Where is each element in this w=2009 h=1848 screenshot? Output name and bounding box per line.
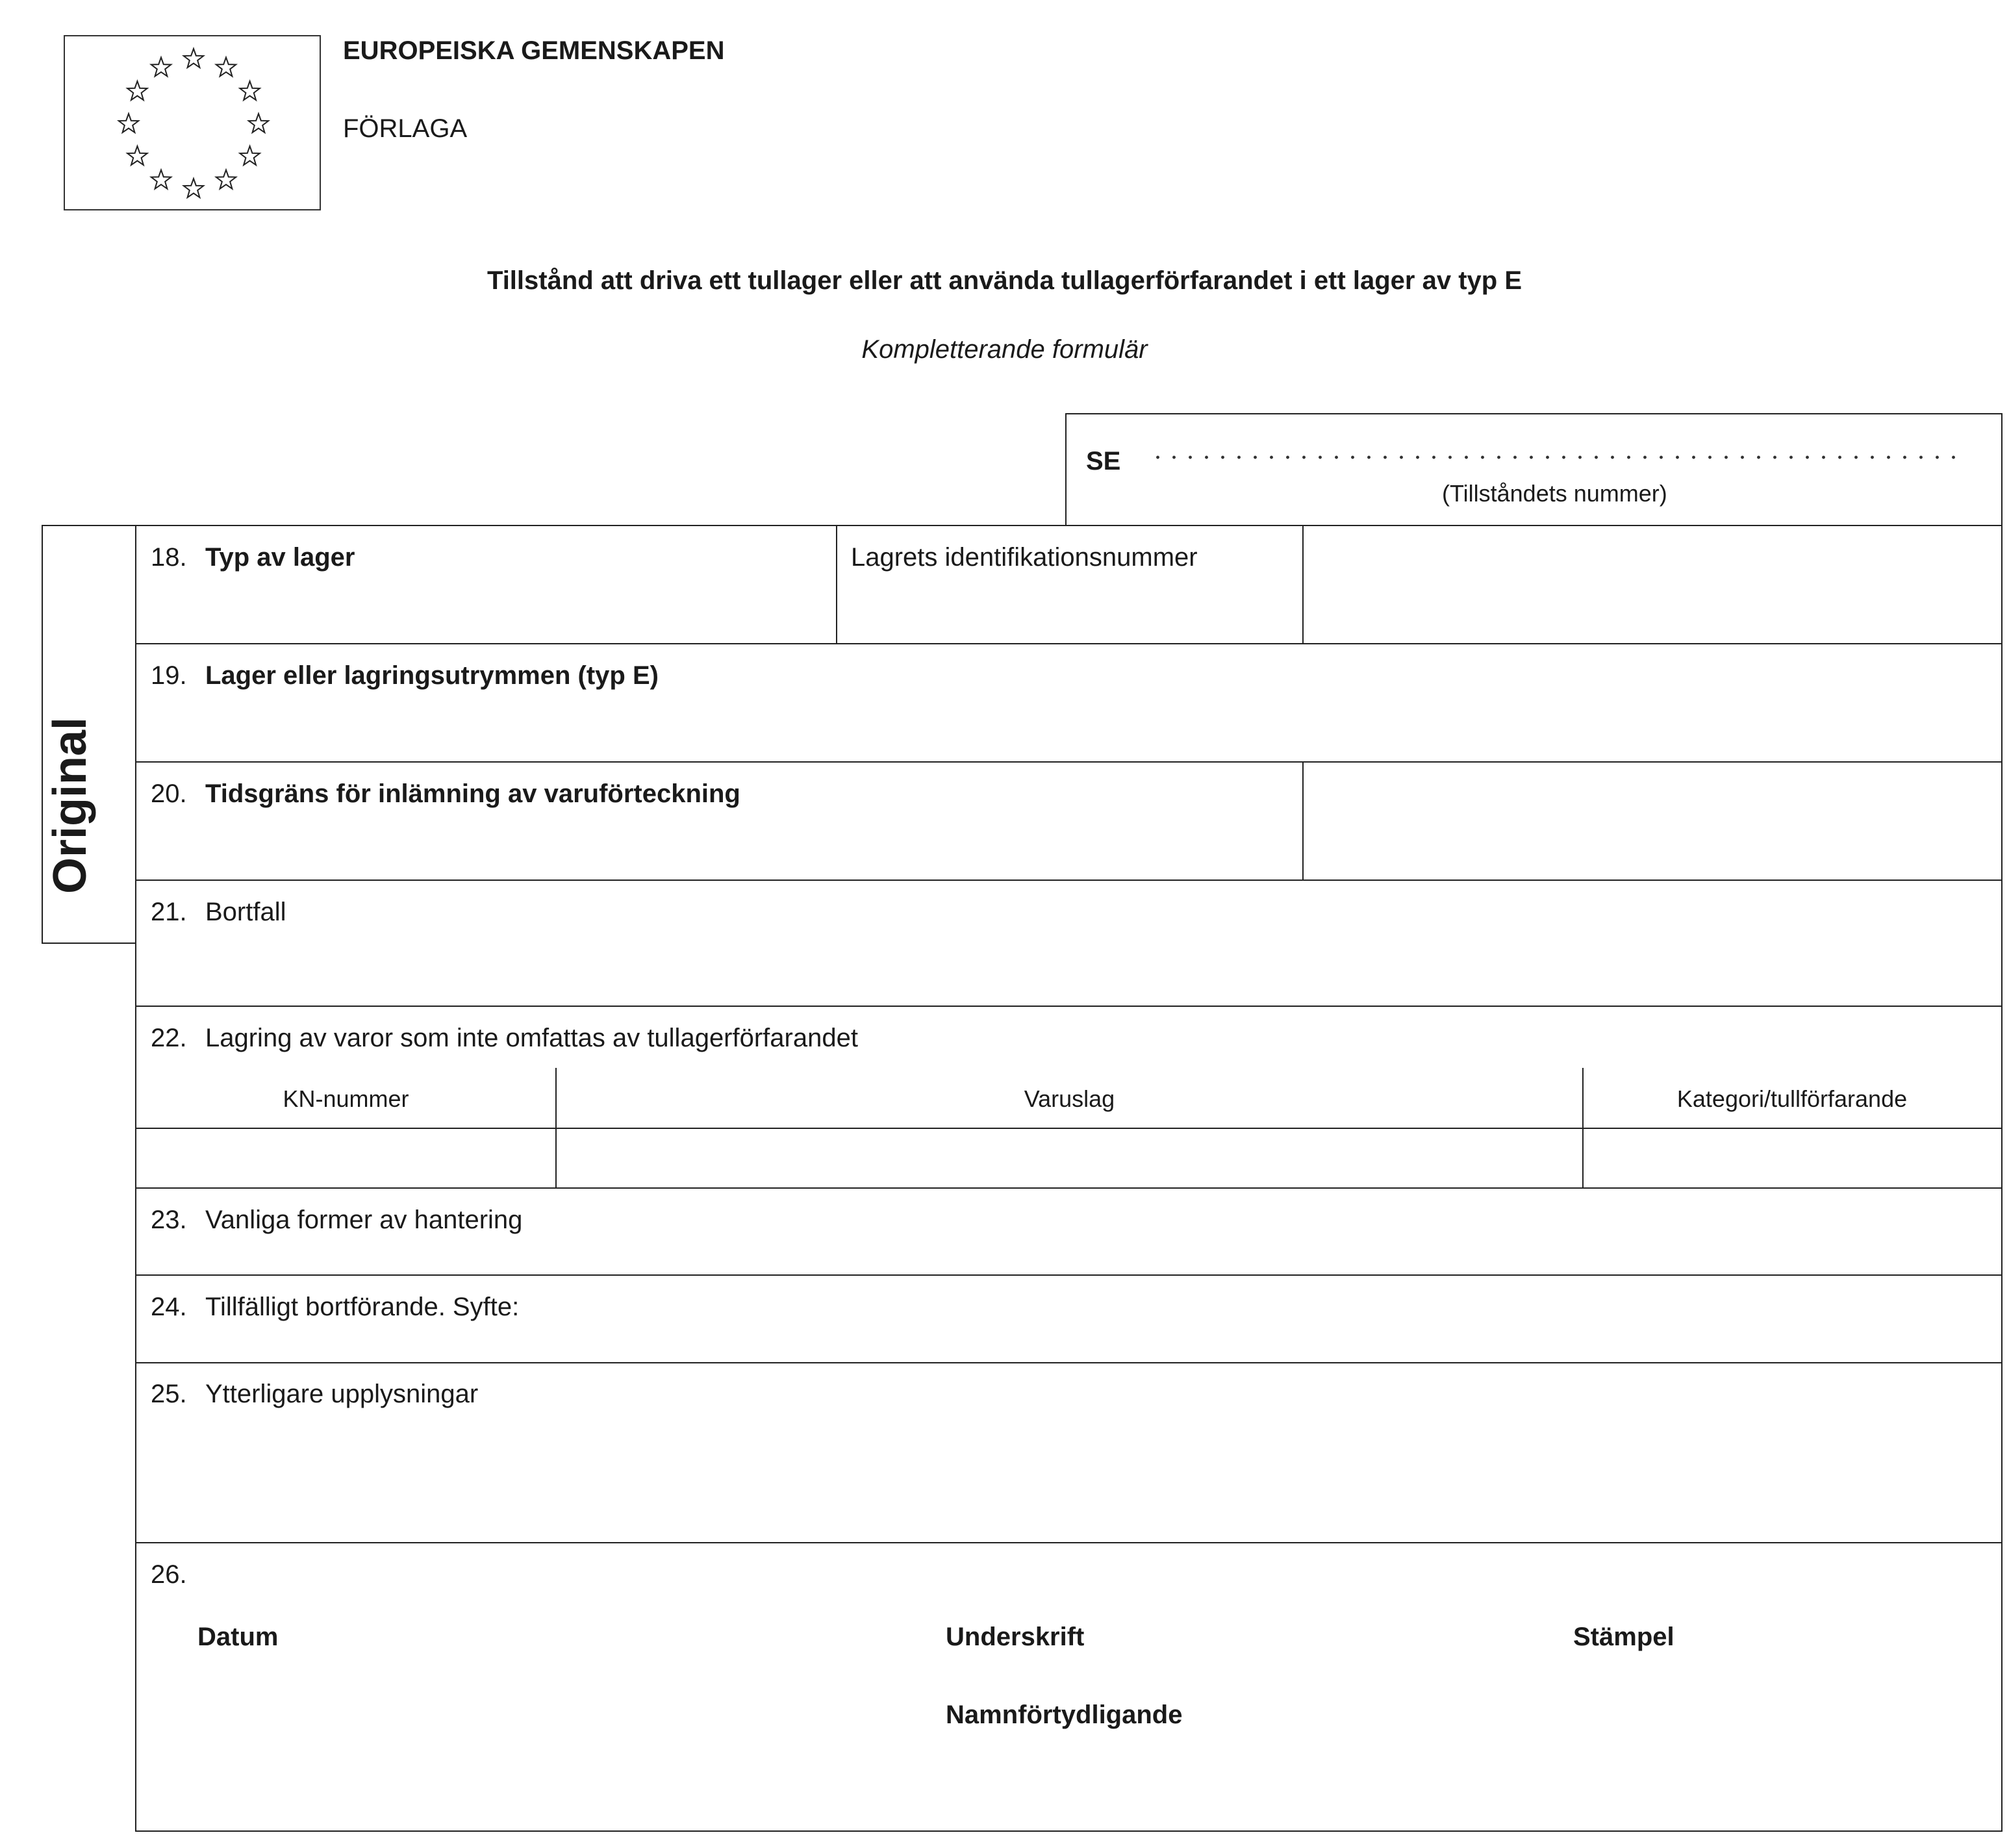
col-divider	[836, 525, 837, 643]
col-divider	[1302, 525, 1304, 643]
star-icon	[119, 114, 138, 133]
star-icon	[127, 81, 147, 100]
goods-type-input[interactable]	[557, 1129, 1581, 1186]
kn-number-input[interactable]	[136, 1129, 555, 1186]
field-22-label: 22. Lagring av varor som inte omfattas av tullagerförfarandet	[151, 1024, 858, 1052]
category-input[interactable]	[1584, 1129, 2000, 1186]
date-label: Datum	[197, 1623, 279, 1651]
col-divider	[1582, 1068, 1584, 1187]
stamp-label: Stämpel	[1573, 1623, 1674, 1651]
col-divider	[1302, 761, 1304, 880]
row-divider	[135, 1362, 2003, 1363]
permit-prefix: SE	[1086, 447, 1121, 475]
eu-stars-icon	[65, 36, 322, 212]
field-21-input[interactable]	[136, 933, 2001, 1004]
col-header-kategori: Kategori/tullförfarande	[1676, 1085, 1908, 1112]
star-icon	[184, 49, 203, 68]
field-25-label: 25. Ytterligare upplysningar	[151, 1380, 479, 1408]
field-18-input[interactable]	[136, 578, 835, 642]
star-icon	[249, 114, 268, 133]
field-26-number: 26.	[151, 1560, 187, 1589]
row-divider	[135, 1542, 2003, 1543]
field-24-label: 24. Tillfälligt bortförande. Syfte:	[151, 1293, 520, 1321]
permit-number-caption: (Tillståndets nummer)	[1442, 480, 1667, 507]
eu-flag-logo	[64, 35, 321, 210]
warehouse-id-input[interactable]	[1304, 526, 2001, 642]
row-divider	[135, 1187, 2003, 1189]
field-19-label: 19. Lager eller lagringsutrymmen (typ E)	[151, 661, 659, 690]
form-title: Tillstånd att driva ett tullager eller att använda tullagerförfarandet i ett lager av typ E	[486, 266, 1522, 295]
star-icon	[184, 179, 203, 197]
field-25-input[interactable]	[136, 1415, 2001, 1541]
row-divider	[135, 880, 2003, 881]
org-name: EUROPEISKA GEMENSKAPEN	[343, 36, 725, 65]
star-icon	[127, 146, 147, 165]
star-icon	[216, 57, 236, 76]
star-icon	[240, 81, 259, 100]
warehouse-id-label: Lagrets identifikationsnummer	[851, 543, 1198, 572]
permit-number-field[interactable]	[1150, 455, 1962, 460]
field-23-label: 23. Vanliga former av hantering	[151, 1206, 523, 1234]
star-icon	[151, 170, 171, 189]
permit-number-box	[1065, 413, 2003, 526]
star-icon	[151, 57, 171, 76]
star-icon	[240, 146, 259, 165]
field-19-input[interactable]	[136, 696, 2001, 760]
row-divider	[135, 1274, 2003, 1276]
form-type: FÖRLAGA	[343, 114, 468, 143]
name-clarification-label: Namnförtydligande	[946, 1701, 1183, 1729]
row-divider	[135, 1006, 2003, 1007]
col-divider	[555, 1068, 557, 1187]
field-18-label: 18. Typ av lager	[151, 543, 355, 572]
form-subtitle: Kompletterande formulär	[861, 335, 1148, 364]
original-label: Original	[44, 716, 96, 894]
field-20-input[interactable]	[1304, 763, 2001, 878]
field-20-label: 20. Tidsgräns för inlämning av varuförteckning	[151, 779, 740, 808]
col-header-kn: KN-nummer	[283, 1085, 409, 1112]
signature-label: Underskrift	[946, 1623, 1085, 1651]
col-header-varuslag: Varuslag	[1024, 1085, 1115, 1112]
star-icon	[216, 170, 236, 189]
row-divider	[135, 643, 2003, 644]
field-21-label: 21. Bortfall	[151, 898, 286, 926]
